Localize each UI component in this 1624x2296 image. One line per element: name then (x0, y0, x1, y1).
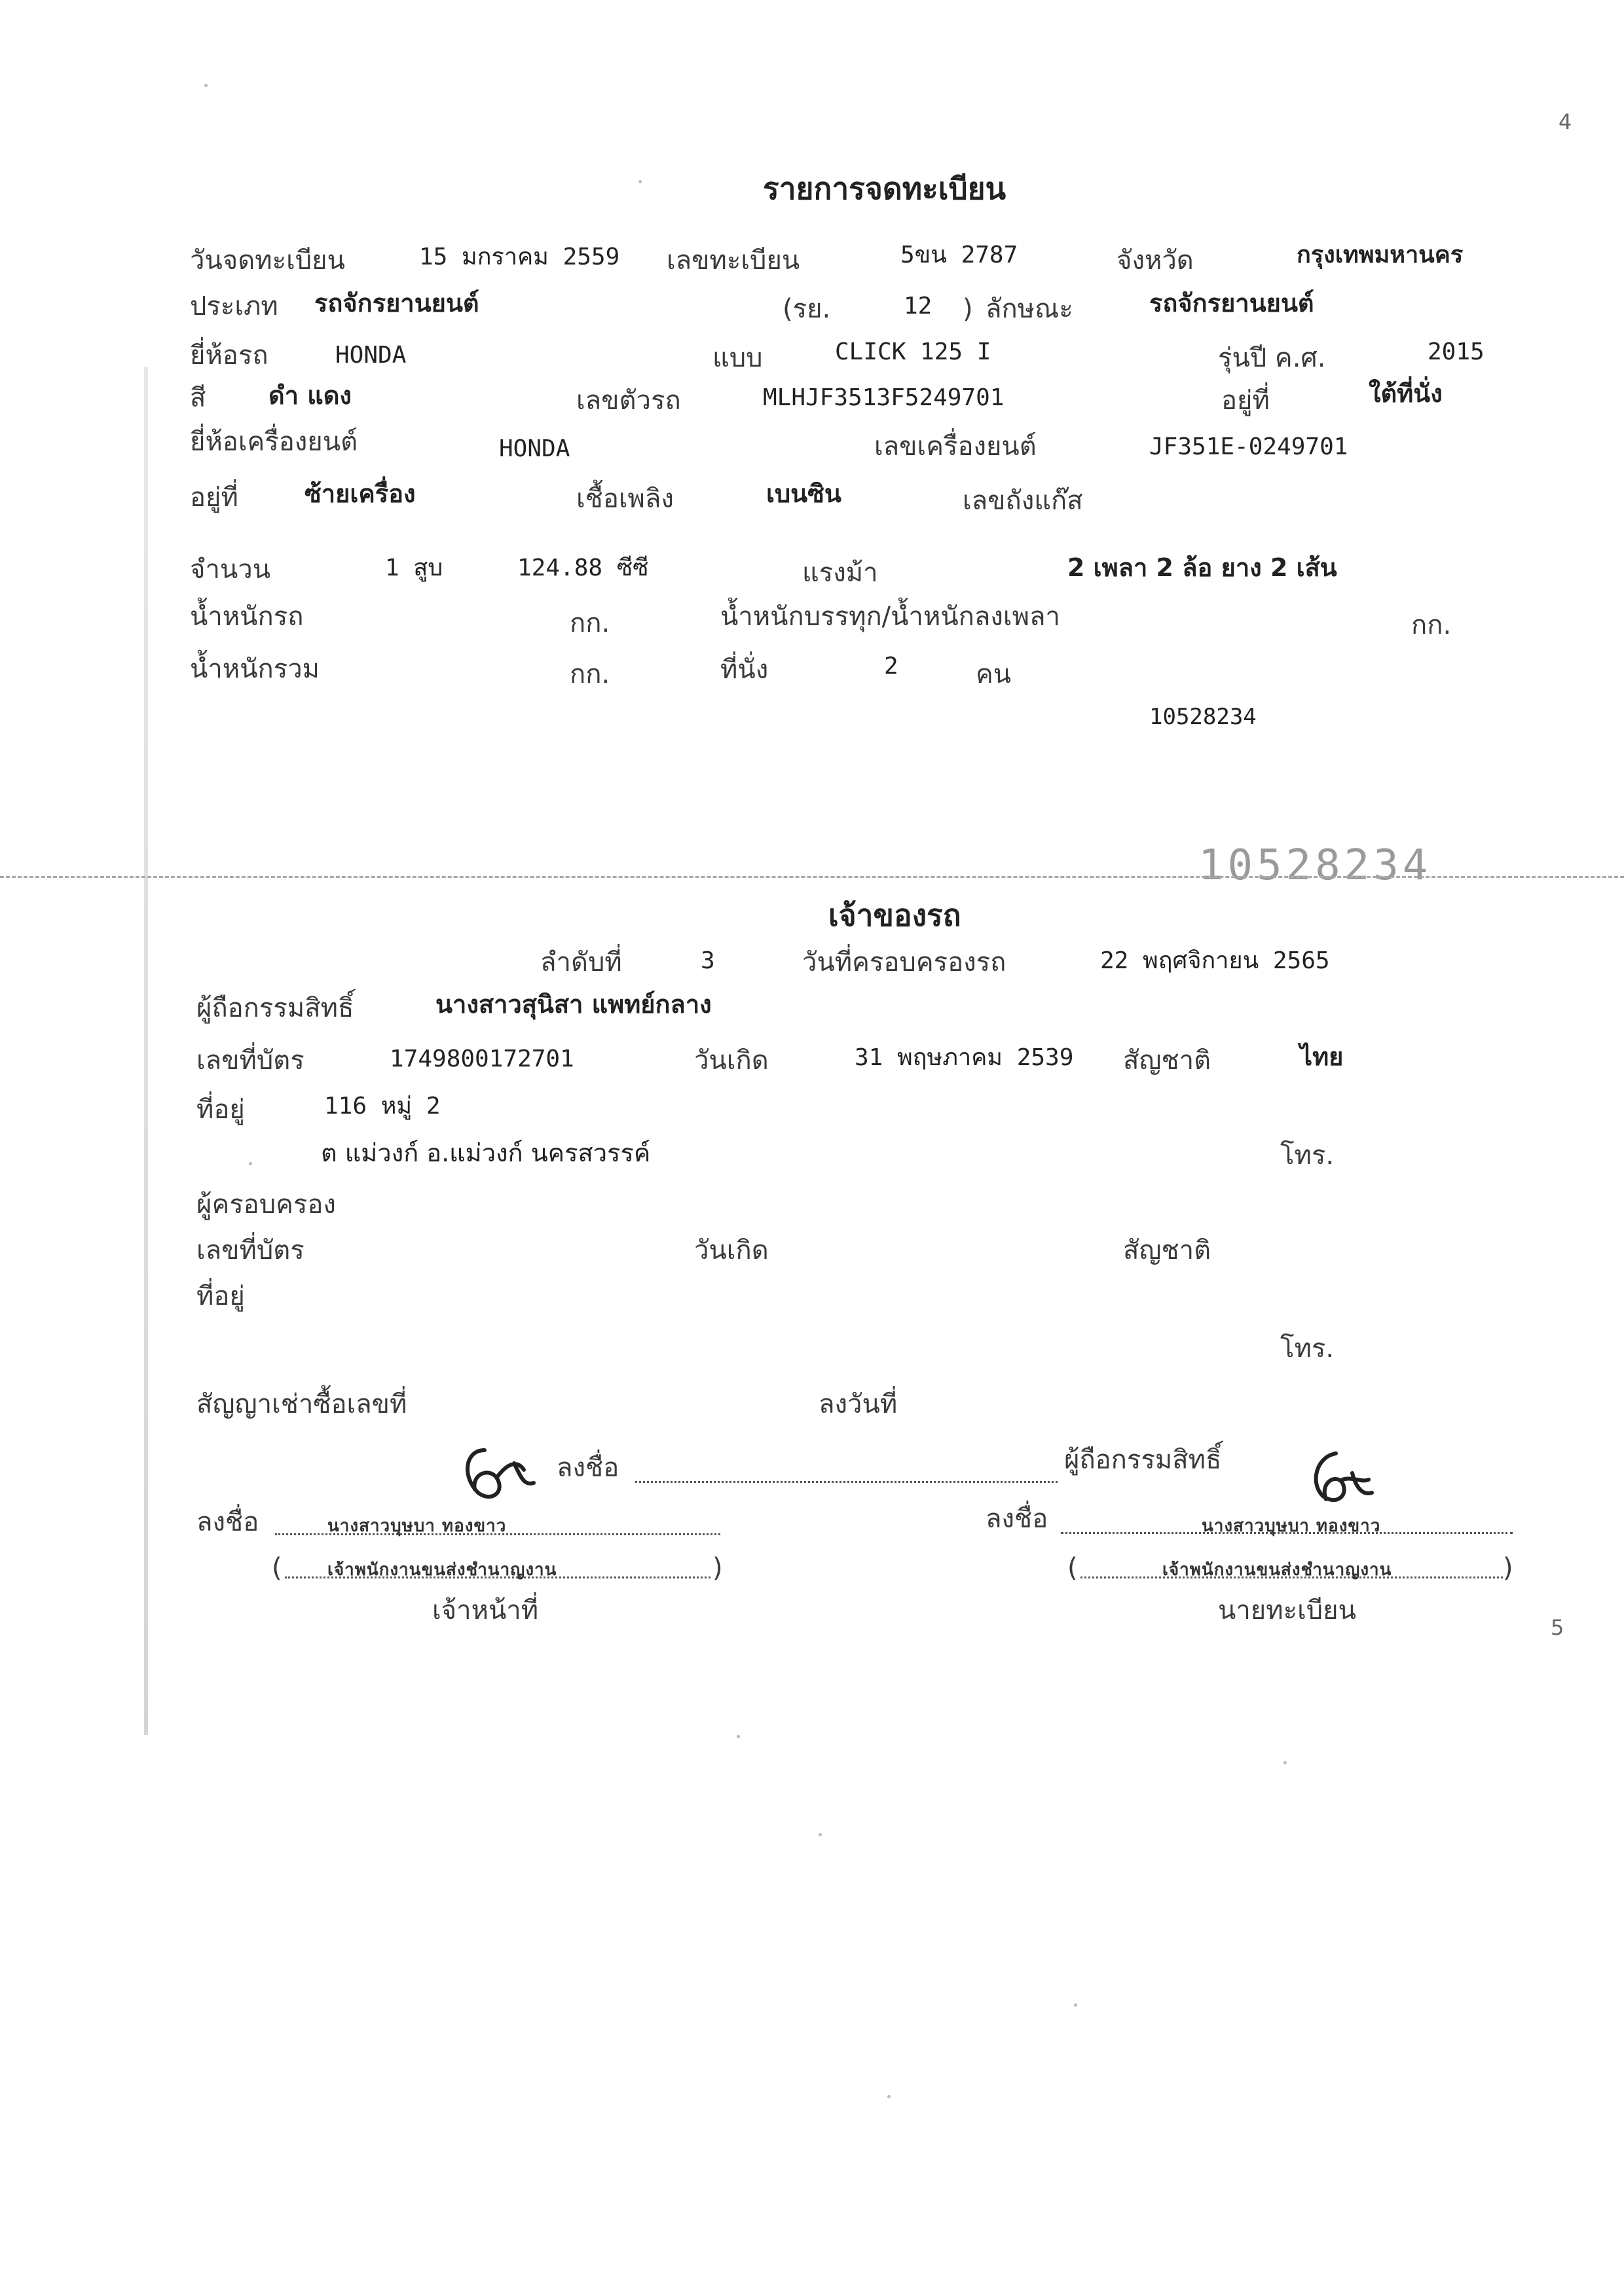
body-value: รถจักรยานยนต์ (1149, 289, 1314, 318)
persons-label: คน (976, 659, 1012, 689)
scan-speck (1283, 1761, 1287, 1764)
left-paren-open: ( (272, 1553, 282, 1583)
year-value: 2015 (1428, 338, 1485, 365)
seats-label: ที่นั่ง (720, 655, 769, 685)
owner-address-line2: ต แม่วงก์ อ.แม่วงก์ นครสวรรค์ (321, 1139, 651, 1167)
possessor-dob-label: วันเกิด (694, 1235, 769, 1266)
signed-date-label: ลงวันที่ (819, 1389, 898, 1419)
left-paren-close: ) (712, 1553, 723, 1583)
page-number-bottom: 5 (1551, 1615, 1564, 1640)
document-number: 10528234 (1149, 704, 1257, 730)
type-code-value: 12 (904, 293, 932, 319)
gas-tank-label: เลขถังแก๊ส (963, 486, 1083, 516)
fuel-label: เชื้อเพลิง (576, 484, 674, 514)
owner-sign-dotted-line (635, 1481, 1058, 1483)
scan-edge-shadow (144, 367, 148, 1735)
type-value: รถจักรยานยนต์ (314, 289, 479, 318)
owner-label: ผู้ถือกรรมสิทธิ์ (196, 993, 354, 1023)
right-official-role: นายทะเบียน (1218, 1595, 1356, 1626)
owner-nationality-value: ไทย (1300, 1042, 1344, 1071)
scan-speck (819, 1833, 822, 1836)
engine-location-label: อยู่ที่ (190, 483, 238, 513)
plate-value: 5ขน 2787 (900, 242, 1018, 268)
page-number-top: 4 (1559, 109, 1572, 134)
seats-value: 2 (884, 653, 898, 680)
owner-address-line1: 116 หมู่ 2 (324, 1093, 441, 1120)
registrar-signature-mark (1300, 1444, 1378, 1516)
right-paren-close: ) (1503, 1553, 1513, 1583)
year-label: รุ่นปี ค.ศ. (1218, 343, 1326, 373)
lease-number-label: สัญญาเช่าซื้อเลขที่ (196, 1389, 407, 1419)
possession-date-value: 22 พฤศจิกายน 2565 (1100, 947, 1330, 974)
cylinders-label: จำนวน (190, 555, 271, 585)
scan-speck (204, 84, 208, 87)
engine-no-value: JF351E-0249701 (1149, 433, 1348, 460)
owner-dob-value: 31 พฤษภาคม 2539 (855, 1044, 1074, 1071)
model-value: CLICK 125 I (835, 338, 991, 365)
section-separator (0, 876, 1624, 878)
cylinders-value: 1 สูบ (385, 555, 443, 581)
owner-dob-label: วันเกิด (694, 1046, 769, 1076)
possessor-id-label: เลขที่บัตร (196, 1235, 304, 1266)
load-label: น้ำหนักบรรทุก/น้ำหนักลงเพลา (720, 602, 1060, 632)
engine-brand-value: HONDA (499, 435, 570, 462)
type-label: ประเภท (190, 291, 278, 321)
scan-speck (638, 180, 642, 183)
reg-date-label: วันจดทะเบียน (190, 246, 345, 276)
order-value: 3 (701, 947, 715, 974)
color-label: สี (190, 383, 206, 413)
color-value: ดำ แดง (268, 381, 352, 410)
fuel-value: เบนซิน (766, 479, 841, 508)
weight-label: น้ำหนักรถ (190, 602, 304, 632)
registration-heading: รายการจดทะเบียน (763, 171, 1006, 206)
owner-id-value: 1749800172701 (390, 1046, 574, 1072)
owner-role-label: ผู้ถือกรรมสิทธิ์ (1064, 1445, 1222, 1475)
brand-value: HONDA (335, 342, 407, 369)
type-code-open: (รย. (783, 294, 831, 324)
scan-speck (249, 1162, 252, 1165)
owner-sign-label: ลงชื่อ (557, 1453, 619, 1483)
engine-location-value: ซ้ายเครื่อง (304, 479, 416, 508)
axles-value: 2 เพลา 2 ล้อ ยาง 2 เส้น (1067, 553, 1337, 582)
owner-nationality-label: สัญชาติ (1123, 1046, 1211, 1076)
left-official-title: เจ้าพนักงานขนส่งชำนาญงาน (327, 1560, 557, 1580)
cc-value: 124.88 ซีซี (517, 555, 649, 581)
right-paren-open: ( (1067, 1553, 1078, 1583)
left-official-role: เจ้าหน้าที่ (432, 1595, 539, 1626)
owner-address-label: ที่อยู่ (196, 1095, 245, 1125)
plate-label: เลขทะเบียน (667, 246, 800, 276)
type-code-close: ) (963, 294, 973, 324)
reg-date-value: 15 มกราคม 2559 (419, 244, 620, 270)
possessor-label: ผู้ครอบครอง (196, 1190, 336, 1220)
vin-value: MLHJF3513F5249701 (763, 384, 1005, 411)
right-official-name: นางสาวบุษบา ทองขาว (1202, 1516, 1381, 1536)
owner-heading: เจ้าของรถ (828, 898, 961, 933)
vin-location-label: อยู่ที่ (1221, 386, 1270, 416)
kg-unit-2: กก. (1411, 610, 1452, 640)
left-official-name: นางสาวบุษบา ทองขาว (327, 1516, 507, 1536)
province-value: กรุงเทพมหานคร (1297, 242, 1464, 268)
vin-label: เลขตัวรถ (576, 386, 681, 416)
hp-label: แรงม้า (802, 558, 878, 588)
right-sign-label: ลงชื่อ (986, 1504, 1048, 1534)
possessor-address-label: ที่อยู่ (196, 1281, 245, 1311)
scan-speck (887, 2095, 891, 2098)
possessor-phone-label: โทร. (1280, 1334, 1335, 1364)
engine-brand-label: ยี่ห้อเครื่องยนต์ (190, 427, 358, 457)
scan-speck (737, 1735, 740, 1738)
model-label: แบบ (712, 343, 763, 373)
total-weight-label: น้ำหนักรวม (190, 654, 320, 684)
body-label: ลักษณะ (986, 294, 1073, 324)
possessor-nationality-label: สัญชาติ (1123, 1235, 1211, 1266)
right-official-title: เจ้าพนักงานขนส่งชำนาญงาน (1162, 1560, 1392, 1580)
province-label: จังหวัด (1116, 246, 1194, 276)
owner-phone-label: โทร. (1280, 1140, 1335, 1171)
order-label: ลำดับที่ (540, 947, 622, 977)
engine-no-label: เลขเครื่องยนต์ (874, 431, 1037, 462)
owner-name: นางสาวสุนิสา แพทย์กลาง (435, 990, 712, 1019)
kg-unit-1: กก. (570, 608, 610, 638)
owner-id-label: เลขที่บัตร (196, 1046, 304, 1076)
left-sign-label: ลงชื่อ (196, 1507, 259, 1537)
owner-signature-mark (458, 1437, 544, 1509)
scan-speck (1074, 2003, 1077, 2007)
possession-date-label: วันที่ครอบครองรถ (802, 947, 1006, 977)
vin-location-value: ใต้ที่นั่ง (1369, 379, 1443, 408)
faded-document-number: 10528234 (1198, 841, 1432, 890)
brand-label: ยี่ห้อรถ (190, 340, 268, 371)
kg-unit-3: กก. (570, 659, 610, 689)
